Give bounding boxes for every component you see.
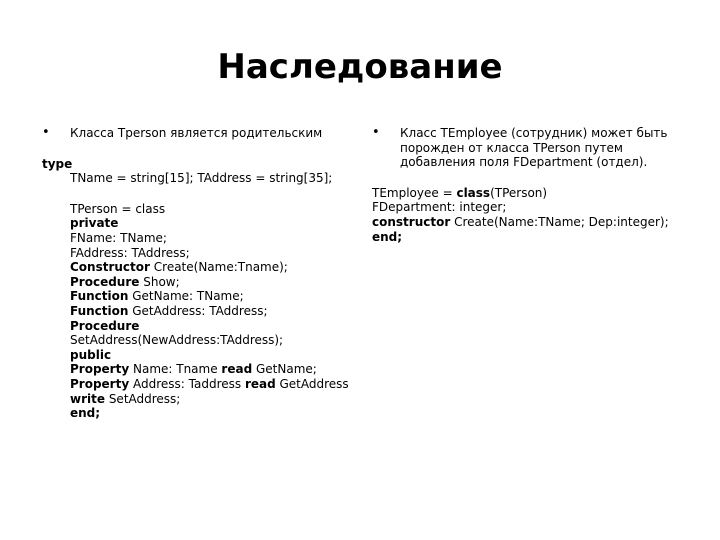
code-line xyxy=(70,304,352,319)
code-text: FDepartment: integer; xyxy=(372,200,507,215)
code-line xyxy=(70,406,352,421)
code-line xyxy=(70,377,352,392)
code-line xyxy=(70,362,352,377)
code-text: FName: TName; xyxy=(70,230,167,245)
bullet-marker: • xyxy=(42,125,50,140)
code-text: Name: Tname xyxy=(129,362,222,377)
code-line xyxy=(70,260,352,275)
code-line xyxy=(70,392,352,407)
code-text: Create(Name:TName; Dep:integer); xyxy=(450,214,669,229)
code-line xyxy=(70,319,352,334)
code-line xyxy=(372,186,682,201)
code-keyword: private xyxy=(70,216,119,231)
code-line xyxy=(70,216,352,231)
code-text: SetAddress(NewAddress:TAddress); xyxy=(70,333,284,348)
type-line xyxy=(42,157,352,172)
right-bullet-text: Класс TEmployee (сотрудник) может быть порожден от класса TPerson путем добавления поля FDepartment (отдел). xyxy=(400,126,668,170)
code-keyword: Property xyxy=(70,362,130,377)
type-keyword: type xyxy=(42,156,73,171)
code-text: GetAddress xyxy=(275,376,349,391)
code-keyword: read xyxy=(221,362,253,377)
code-line xyxy=(372,230,682,245)
code-text: GetName; xyxy=(252,362,317,377)
code-keyword: end; xyxy=(372,229,403,244)
code-keyword: constructor xyxy=(372,214,451,229)
code-keyword: Constructor xyxy=(70,260,150,275)
code-keyword: Function xyxy=(70,289,129,304)
temployee-code-block xyxy=(372,186,682,244)
left-bullet-text: Класса Tperson является родительским xyxy=(70,126,323,140)
code-text: GetAddress: TAddress; xyxy=(128,303,268,318)
code-text: GetName: TName; xyxy=(128,289,244,304)
code-text: Show; xyxy=(139,274,180,289)
code-keyword: read xyxy=(244,376,276,391)
code-line xyxy=(70,275,352,290)
right-bullet xyxy=(372,126,682,170)
code-text: TEmployee = xyxy=(372,185,457,200)
code-line xyxy=(70,289,352,304)
right-column xyxy=(372,126,682,244)
code-text: Address: Taddress xyxy=(129,376,245,391)
tperson-code-block xyxy=(42,202,352,421)
bullet-marker: • xyxy=(372,125,380,140)
code-text: Create(Name:Tname); xyxy=(149,260,288,275)
code-text: TPerson = class xyxy=(70,201,166,216)
code-line xyxy=(372,200,682,215)
code-keyword: write xyxy=(70,391,105,406)
code-line xyxy=(372,215,682,230)
code-line xyxy=(70,202,352,217)
type-declaration: TName = string[15]; TAddress = string[35]; xyxy=(70,171,333,186)
code-keyword: public xyxy=(70,347,112,362)
code-keyword: class xyxy=(456,185,491,200)
code-keyword: Property xyxy=(70,376,130,391)
code-keyword: Function xyxy=(70,303,129,318)
code-line xyxy=(70,348,352,363)
slide-title: Наследование xyxy=(217,47,503,87)
code-line xyxy=(70,246,352,261)
code-text: (TPerson) xyxy=(490,185,548,200)
code-keyword: end; xyxy=(70,406,101,421)
code-line xyxy=(70,333,352,348)
code-keyword: Procedure xyxy=(70,318,140,333)
code-text: SetAddress; xyxy=(105,391,181,406)
code-line xyxy=(70,231,352,246)
code-keyword: Procedure xyxy=(70,274,140,289)
left-bullet xyxy=(42,126,352,141)
code-text: FAddress: TAddress; xyxy=(70,245,190,260)
left-column xyxy=(42,126,352,421)
